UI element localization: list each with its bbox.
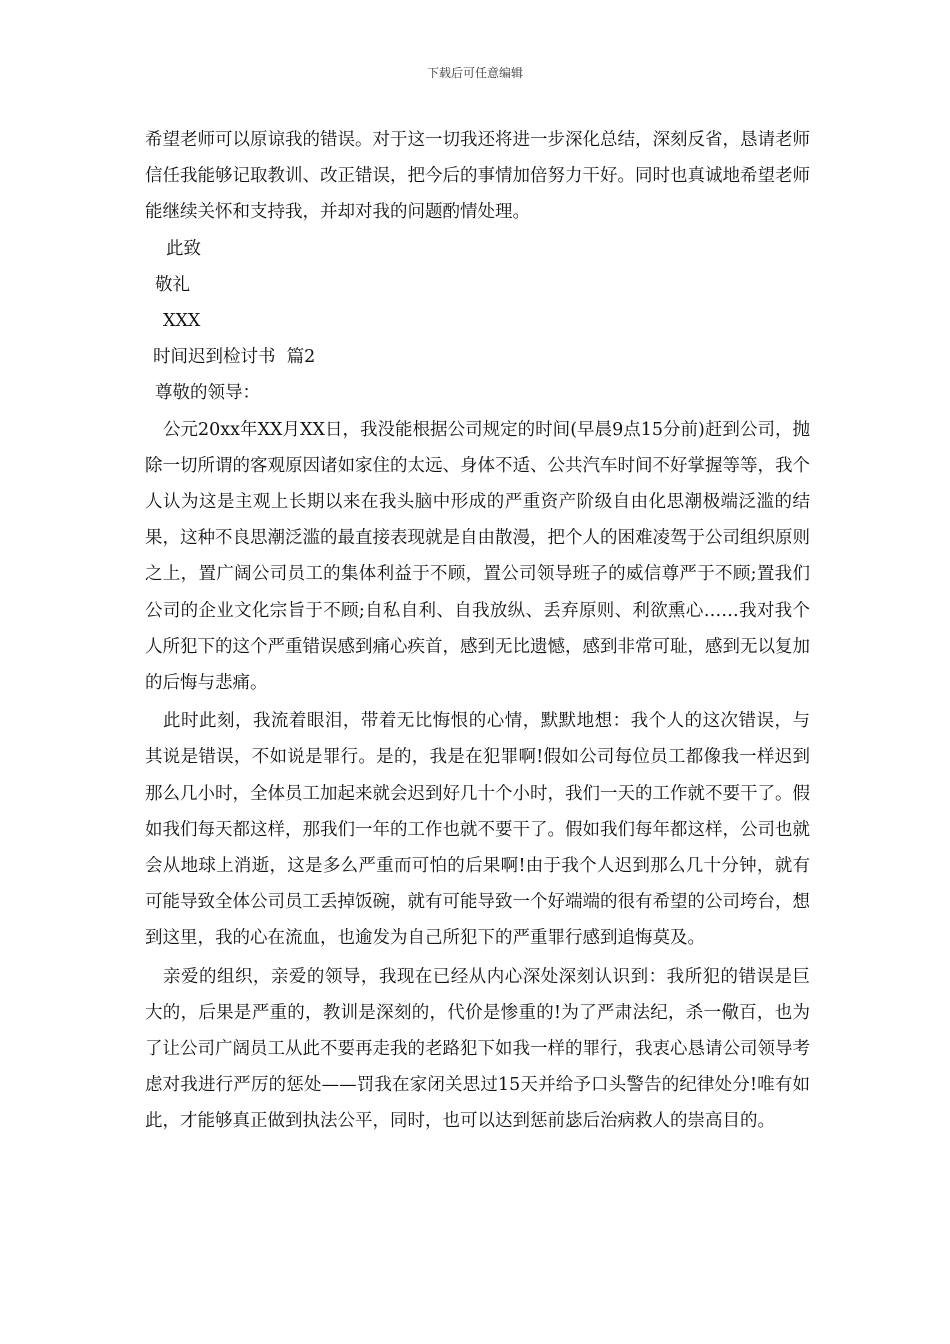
page-header-note: 下载后可任意编辑 <box>426 66 523 80</box>
signature: XXX <box>163 311 201 332</box>
salutation: 尊敬的领导： <box>155 383 260 404</box>
closing-jingli: 敬礼 <box>155 274 190 295</box>
body-paragraph-1: 公元20xx年XX月XX日，我没能根据公司规定的时间(早晨9点15分前)赶到公司，抛除一切所谓的客观原因诸如家住的太远、身体不适、公共汽车时间不好掌握等等，我个人认为这是主观上长期以来在我头脑中形成的严重资产阶级自由化思潮极端泛滥的结果，这种不良思潮泛滥的最直接表现就是自由散漫，把个人的困难凌驾于公司组织原则之上，置广阔公司员工的集体利益于不顾，置公司领导班子的威信尊严于不顾;置我们公司的企业文化宗旨于不顾;自私自利、自我放纵、丢弃原则、利欲熏心……我对我个人所犯下的这个严重错误感到痛心疾首，感到无比遗憾，感到非常可耻，感到无以复加的后悔与悲痛。 <box>145 419 810 694</box>
document-body <box>145 122 810 1140</box>
section-title: 时间迟到检讨书 篇2 <box>153 347 316 368</box>
body-paragraph-3: 亲爱的组织，亲爱的领导，我现在已经从内心深处深刻认识到：我所犯的错误是巨大的，后果是严重的，教训是深刻的，代价是惨重的!为了严肃法纪，杀一儆百，也为了让公司广阔员工从此不要再走我的老路犯下如我一样的罪行，我衷心恳请公司领导考虑对我进行严厉的惩处——罚我在家闭关思过15天并给予口头警告的纪律处分!唯有如此，才能够真正做到执法公平，同时，也可以达到惩前毖后治病救人的崇高目的。 <box>145 966 810 1132</box>
body-paragraph-2: 此时此刻，我流着眼泪，带着无比悔恨的心情，默默地想：我个人的这次错误，与其说是错误，不如说是罪行。是的，我是在犯罪啊!假如公司每位员工都像我一样迟到那么几小时，全体员工加起来就会迟到好几十个小时，我们一天的工作就不要干了。假如我们每天都这样，那我们一年的工作也就不要干了。假如我们每年都这样，公司也就会从地球上消逝，这是多么严重而可怕的后果啊!由于我个人迟到那么几十分钟，就有可能导致全体公司员工丢掉饭碗，就有可能导致一个好端端的很有希望的公司垮台，想到这里，我的心在流血，也逾发为自己所犯下的严重罪行感到追悔莫及。 <box>145 711 810 949</box>
closing-cizhi: 此致 <box>166 238 201 259</box>
intro-paragraph: 希望老师可以原谅我的错误。对于这一切我还将进一步深化总结，深刻反省，恳请老师信任我能够记取教训、改正错误，把今后的事情加倍努力干好。同时也真诚地希望老师能继续关怀和支持我，并却对我的问题酌情处理。 <box>145 130 810 223</box>
